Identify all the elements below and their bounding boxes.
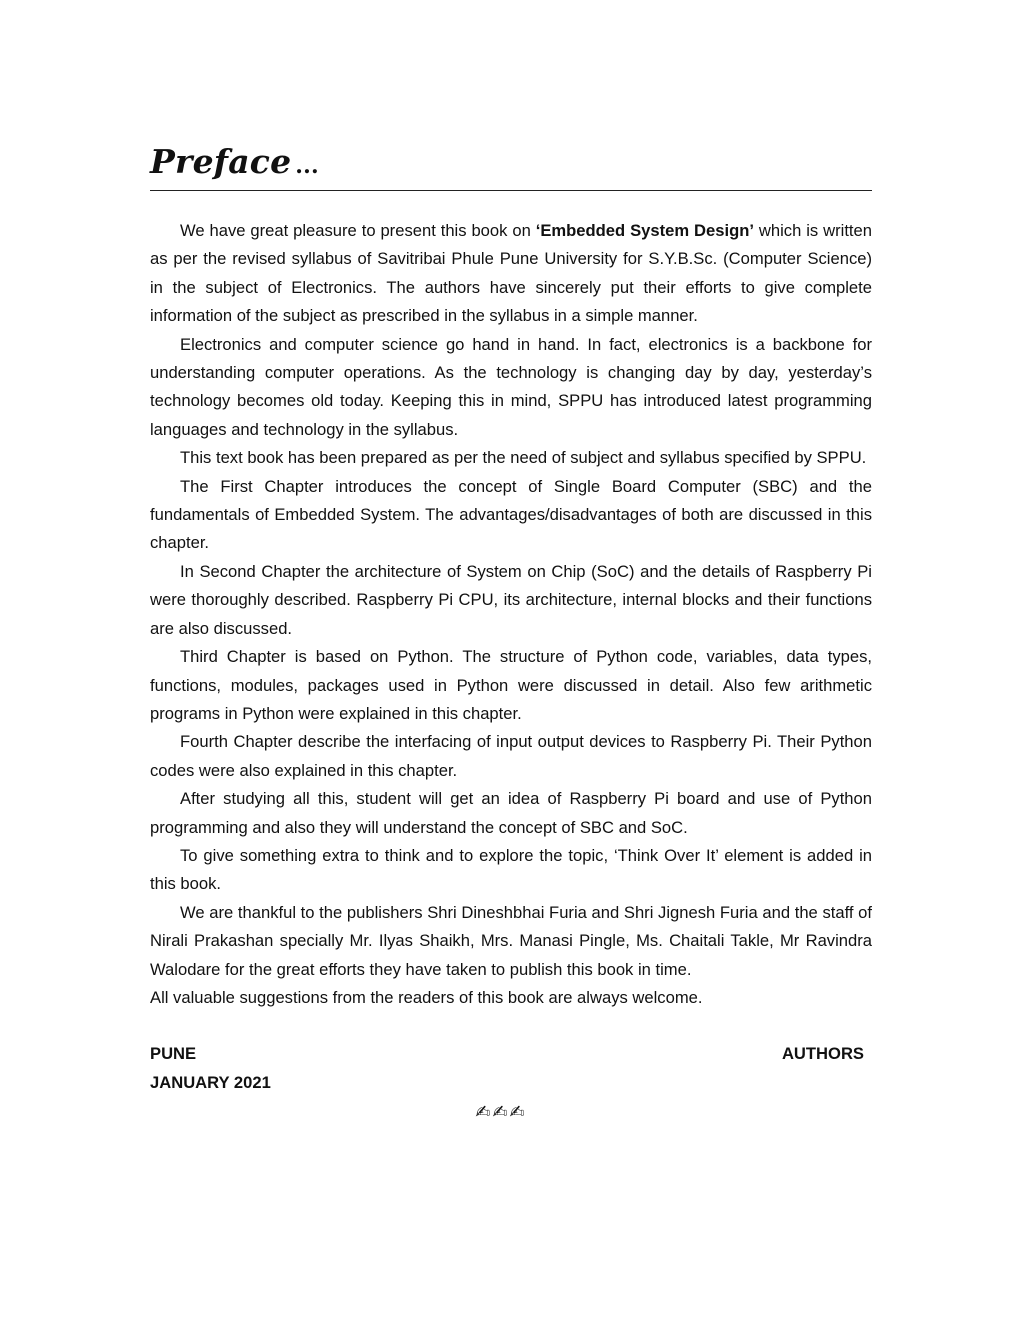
paragraph-1-text-end: which is written as per the revised syllabus of Savitribai Phule Pune University for S.Y.B.Sc. (Computer Science) in the subject of Electronics. The authors have sincerely put their efforts to give complete information of the subject as prescribed in the syllabus in a simple manner.	[150, 221, 872, 326]
paragraph-4: The First Chapter introduces the concept of Single Board Computer (SBC) and the fundamentals of Embedded System. The advantages/disadvantages of both are discussed in this chapter.	[150, 476, 872, 553]
preface-page	[150, 140, 872, 1123]
page-title	[150, 140, 872, 188]
book-title-bold: ‘Embedded System Design’	[535, 221, 754, 240]
paragraph-9: To give something extra to think and to explore the topic, ‘Think Over It’ element is added in this book.	[150, 845, 872, 894]
preface-body	[150, 217, 872, 1012]
paragraph-6: Third Chapter is based on Python. The structure of Python code, variables, data types, functions, modules, packages used in Python were discussed in detail. Also few arithmetic programs in Python were explained in this chapter.	[150, 647, 872, 723]
signoff-block	[150, 1040, 872, 1097]
title-rule	[150, 140, 872, 191]
paragraph-8: After studying all this, student will get an idea of Raspberry Pi board and use of Python programming and also they will understand the concept of SBC and SoC.	[150, 789, 872, 837]
title-suffix: ...	[295, 153, 319, 179]
signoff-authors: AUTHORS	[781, 1044, 864, 1064]
paragraph-2: Electronics and computer science go hand in hand. In fact, electronics is a backbone for understanding computer operations. As the technology is changing day by day, yesterday’s technology becomes old today. Keeping this in mind, SPPU has introduced latest programming languages and technology in the syllabus.	[150, 334, 872, 439]
paragraph-10: We are thankful to the publishers Shri Dineshbhai Furia and Shri Jignesh Furia and the staff of Nirali Prakashan specially Mr. Ilyas Shaikh, Mrs. Manasi Pingle, Ms. Chaitali Takle, Mr Ravindra Walodare for the great efforts they have taken to publish this book in time.	[150, 902, 872, 979]
paragraph-3: This text book has been prepared as per the need of subject and syllabus specified by SPPU.	[180, 448, 867, 468]
paragraph-1	[150, 217, 872, 331]
title-text: Preface	[150, 142, 292, 181]
paragraph-7: Fourth Chapter describe the interfacing of input output devices to Raspberry Pi. Their Python codes were also explained in this chapter.	[150, 732, 872, 780]
signoff-row	[150, 1040, 872, 1069]
signoff-date: JANUARY 2021	[150, 1072, 271, 1092]
writing-hand-icon: ✍✍✍	[475, 1101, 527, 1122]
paragraph-11: All valuable suggestions from the readers of this book are always welcome.	[150, 987, 703, 1007]
paragraph-1-text-start: We have great pleasure to present this book on	[180, 221, 536, 240]
signoff-place: PUNE	[150, 1044, 197, 1064]
paragraph-5: In Second Chapter the architecture of System on Chip (SoC) and the details of Raspberry Pi were thoroughly described. Raspberry Pi CPU, its architecture, internal blocks and their functions are also discussed.	[150, 561, 872, 638]
